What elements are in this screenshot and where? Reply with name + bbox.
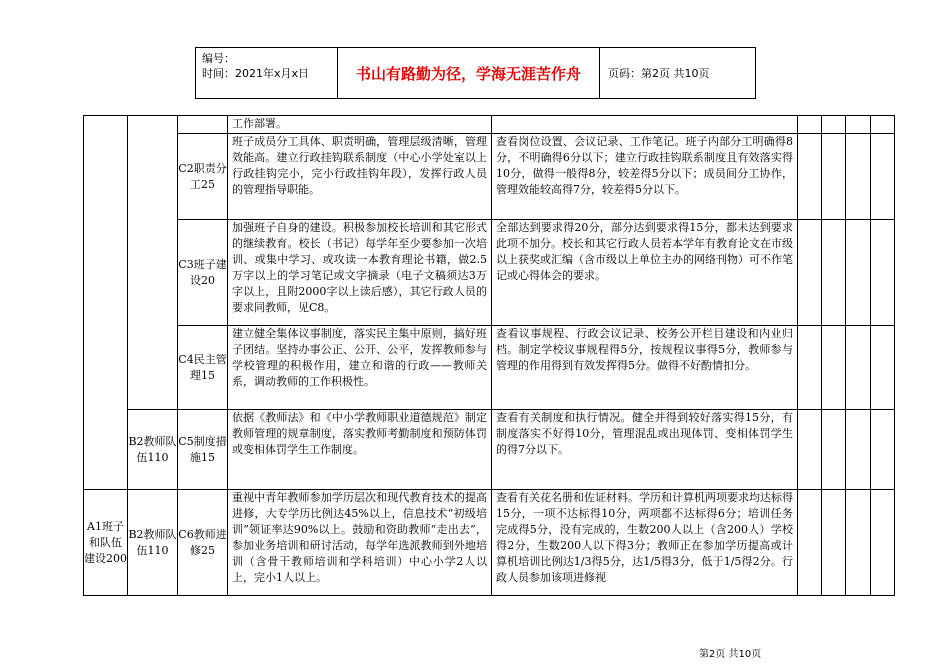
cell-b: B2教师队伍110	[128, 410, 178, 490]
table-row	[84, 134, 895, 220]
page-label: 页码：第2页 共10页	[608, 67, 710, 80]
cell-eval: 全部达到要求得20分，部分达到要求得15分，都未达到要求此项不加分。校长和其它行政人员若本学年有教育论文在市级以上获奖或汇编（含市级以上单位主办的网络刊物）可不作笔记或心得体会的要求。	[492, 220, 798, 326]
score-cell	[846, 490, 871, 596]
cell-c	[178, 116, 228, 134]
table-row	[84, 490, 895, 596]
time-label: 时间：2021年x月x日	[202, 67, 310, 80]
score-cell	[871, 116, 895, 134]
score-cell	[822, 490, 846, 596]
cell-eval: 查看有关花名册和佐证材料。学历和计算机两项要求均达标得15分，一项不达标得10分，两项都不达标得6分；培训任务完成得5分，没有完成的，生数200人以上（含200人）学校得2分，生数200人以下得3分；教师正在参加学历提高或计算机培训比例达1/3得5分，达1/5得3分，低于1/5得2分。行政人员参加该项进修视	[492, 490, 798, 596]
number-label: 编号：	[202, 52, 235, 65]
score-cell	[846, 134, 871, 220]
cell-a	[84, 116, 128, 490]
score-cell	[846, 410, 871, 490]
score-cell	[846, 326, 871, 410]
cell-eval: 查看议事规程、行政会议记录、校务公开栏目建设和内业归档。制定学校议事规程得5分，按规程议事得5分，教师参与管理的作用得到有效发挥得5分。做得不好酌情扣分。	[492, 326, 798, 410]
evaluation-table	[83, 115, 895, 596]
page-footer: 第2页 共10页	[699, 649, 762, 660]
score-cell	[871, 220, 895, 326]
cell-eval	[492, 116, 798, 134]
cell-b	[128, 116, 178, 410]
score-cell	[846, 116, 871, 134]
score-cell	[822, 116, 846, 134]
cell-c: C5制度措施15	[178, 410, 228, 490]
score-cell	[822, 326, 846, 410]
score-cell	[822, 134, 846, 220]
cell-c: C6教师进修25	[178, 490, 228, 596]
score-cell	[798, 410, 822, 490]
cell-eval: 查看有关制度和执行情况。健全并得到较好落实得15分，有制度落实不好得10分，管理混乱或出现体罚、变相体罚学生的得7分以下。	[492, 410, 798, 490]
score-cell	[871, 326, 895, 410]
cell-eval: 查看岗位设置、会议记录、工作笔记。班子内部分工明确得8分，不明确得6分以下；建立行政挂钩联系制度且有效落实得10分，做得一般得8分，较差得5分以下；成员间分工协作，管理效能较高得7分，较差得5分以下。	[492, 134, 798, 220]
cell-desc: 班子成员分工具体、职责明确，管理层级清晰，管理效能高。建立行政挂钩联系制度（中心小学处室以上行政挂钩完小，完小行政挂钩年段），发挥行政人员的管理指导职能。	[228, 134, 492, 220]
cell-c: C4民主管理15	[178, 326, 228, 410]
cell-desc: 工作部署。	[228, 116, 492, 134]
header-meta	[196, 48, 338, 98]
score-cell	[798, 220, 822, 326]
table-row	[84, 220, 895, 326]
cell-a: A1班子和队伍建设200	[84, 490, 128, 596]
cell-desc: 加强班子自身的建设。积极参加校长培训和其它形式的继续教育。校长（书记）每学年至少要参加一次培训、或集中学习、或攻读一本教育理论书籍，做2.5万字以上的学习笔记或文字摘录（电子文稿须达3万字以上，且附2000字以上读后感），其它行政人员的要求同教师，见C8。	[228, 220, 492, 326]
table-row	[84, 410, 895, 490]
score-cell	[822, 220, 846, 326]
score-cell	[846, 220, 871, 326]
motto: 书山有路勤为径，学海无涯苦作舟	[338, 48, 600, 98]
score-cell	[871, 410, 895, 490]
score-cell	[871, 134, 895, 220]
score-cell	[798, 326, 822, 410]
cell-c: C2职责分工25	[178, 134, 228, 220]
table-row	[84, 326, 895, 410]
cell-desc: 重视中青年教师参加学历层次和现代教育技术的提高进修，大专学历比例达45%以上，信息技术“初级培训”领证率达90%以上。鼓励和资助教师“走出去”，参加业务培训和研讨活动，每学年选派教师到外地培训（含骨干教师培训和学科培训）中心小学2人以上，完小1人以上。	[228, 490, 492, 596]
score-cell	[798, 134, 822, 220]
score-cell	[798, 490, 822, 596]
table-row	[84, 116, 895, 134]
cell-desc: 建立健全集体议事制度，落实民主集中原则，搞好班子团结。坚持办事公正、公开、公平，发挥教师参与学校管理的积极作用，建立和谐的行政——教师关系，调动教师的工作积极性。	[228, 326, 492, 410]
cell-desc: 依据《教师法》和《中小学教师职业道德规范》制定教师管理的规章制度，落实教师考勤制度和预防体罚或变相体罚学生工作制度。	[228, 410, 492, 490]
page-header	[195, 47, 756, 99]
cell-c: C3班子建设20	[178, 220, 228, 326]
score-cell	[871, 490, 895, 596]
score-cell	[798, 116, 822, 134]
cell-b: B2教师队伍110	[128, 490, 178, 596]
score-cell	[822, 410, 846, 490]
